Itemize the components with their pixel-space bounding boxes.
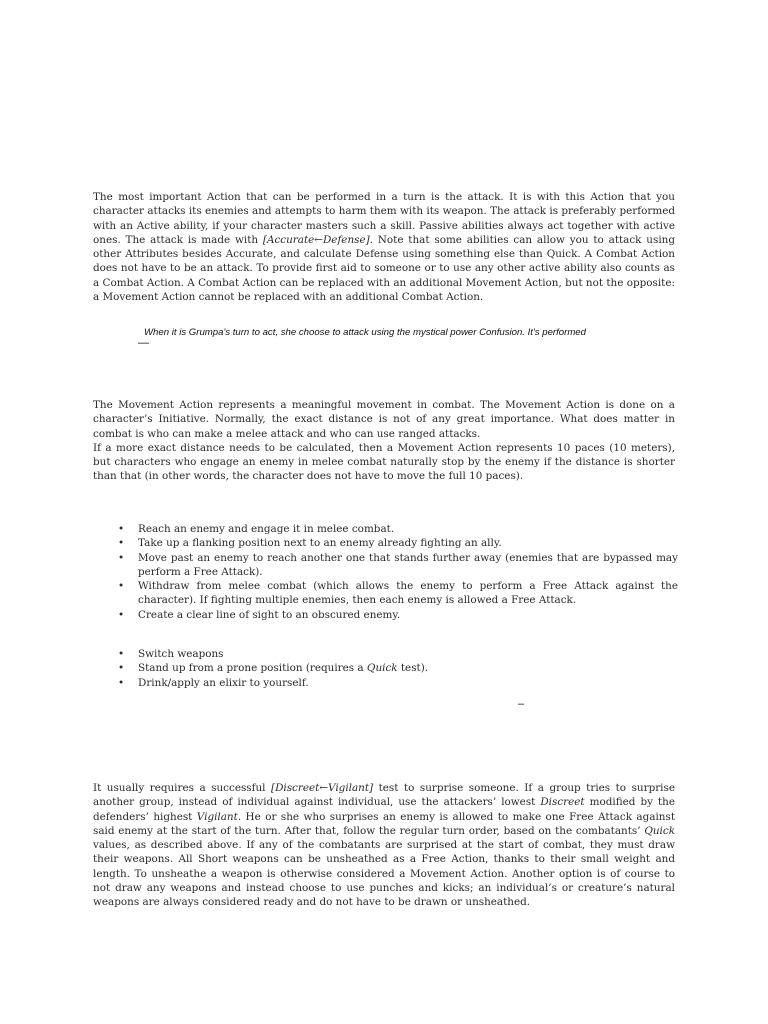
list-item: • Take up a flanking position next to an enemy already fighting an ally. — [118, 537, 502, 550]
movement-options-list — [118, 522, 678, 622]
list-item: • Reach an enemy and engage it in melee combat. — [118, 523, 395, 535]
bullet-icon: • — [118, 662, 125, 675]
list-item: • Switch weapons — [118, 648, 224, 660]
example-dash: — — [138, 337, 149, 349]
discreet-vigilant-test: [Discreet←Vigilant] — [271, 782, 374, 794]
bullet-icon: • — [118, 523, 125, 535]
list-item: • Drink/apply an elixir to yourself. — [118, 676, 309, 689]
surprise-paragraph: It usually requires a successful [Discreet←Vigilant] test to surprise someone. If a group tries to surprise another group, instead of individual against individual, use the attackers’ lowest Discreet modified by the defenders’ highest Vigilant. He or she who surprises an enemy is allowed to make one Free Attack against said enemy at the start of the turn. After that, follow the regular turn order, based on the combatants’ Quick values, as described above. If any of the combatants are surprised at the start of combat, they must draw their weapons. All Short weapons can be unsheathed as a Free Action, thanks to their small weight and length. To unsheathe a weapon is otherwise considered a Movement Action. Another option is of course to not draw any weapons and instead choose to use punches and kicks; an individual’s or creature’s natural weapons are always considered ready and do not have to be drawn or unsheathed. — [93, 782, 675, 909]
bullet-icon: • — [118, 648, 125, 660]
list-item: • Move past an enemy to reach another one that stands further away (enemies that are bypassed may perform a Free Attack). — [118, 551, 678, 578]
bullet-icon: • — [118, 608, 125, 621]
attack-text: The most important Action that can be performed in a turn is the attack. It is with this Action that you character attacks its enemies and attempts to harm them with its weapon. The attack is preferably performed with an Active ability, if your character masters such a skill. Passive abilities always act together with active ones. The attack is made with — [93, 191, 675, 246]
attack-action-paragraph — [93, 190, 675, 304]
list-item: • Create a clear line of sight to an obscured enemy. — [118, 608, 401, 621]
movement-paragraph-line1: The Movement Action represents a meaningful movement in combat. The Movement Action is done on a character’s Initiative. Normally, the exact distance is not of any great importance. What does matter in combat is who can make a melee attack and who can use ranged attacks. — [93, 399, 675, 440]
bullet-icon: • — [118, 551, 125, 564]
list-item: • Stand up from a prone position (requires a Quick test). — [118, 662, 429, 675]
accurate-defense-test: [Accurate←Defense] — [262, 233, 370, 246]
bullet-icon: • — [118, 580, 125, 593]
attack-text-continued: . Note that some abilities can allow you to attack using other Attributes besides Accurate, and calculate Defense using something else than Quick. A Combat Action does not have to be an attack. To provide first aid to someone or to use any other active ability also counts as a Combat Action. A Combat Action can be replaced with an additional Movement Action, but not the opposite: a Movement Action cannot be replaced with an additional Combat Action. — [93, 233, 675, 304]
bullet-icon: • — [118, 537, 125, 550]
movement-action-paragraph — [93, 398, 675, 484]
list-item: • Withdraw from melee combat (which allows the enemy to perform a Free Attack against the character). If fighting multiple enemies, then each enemy is allowed a Free Attack. — [118, 580, 678, 607]
bullet-icon: • — [118, 676, 125, 689]
example-sidebar-text: When it is Grumpa's turn to act, she choose to attack using the mystical power Confusion. It's performed — [144, 327, 586, 338]
movement-paragraph-line2: If a more exact distance needs to be calculated, then a Movement Action represents 10 paces (10 meters), but characters who engage an enemy in melee combat naturally stop by the enemy if the distance is shorter than that (in other words, the character does not have to move the full 10 paces). — [93, 441, 675, 483]
stray-dash: – — [518, 698, 525, 710]
free-actions-list — [118, 647, 678, 690]
